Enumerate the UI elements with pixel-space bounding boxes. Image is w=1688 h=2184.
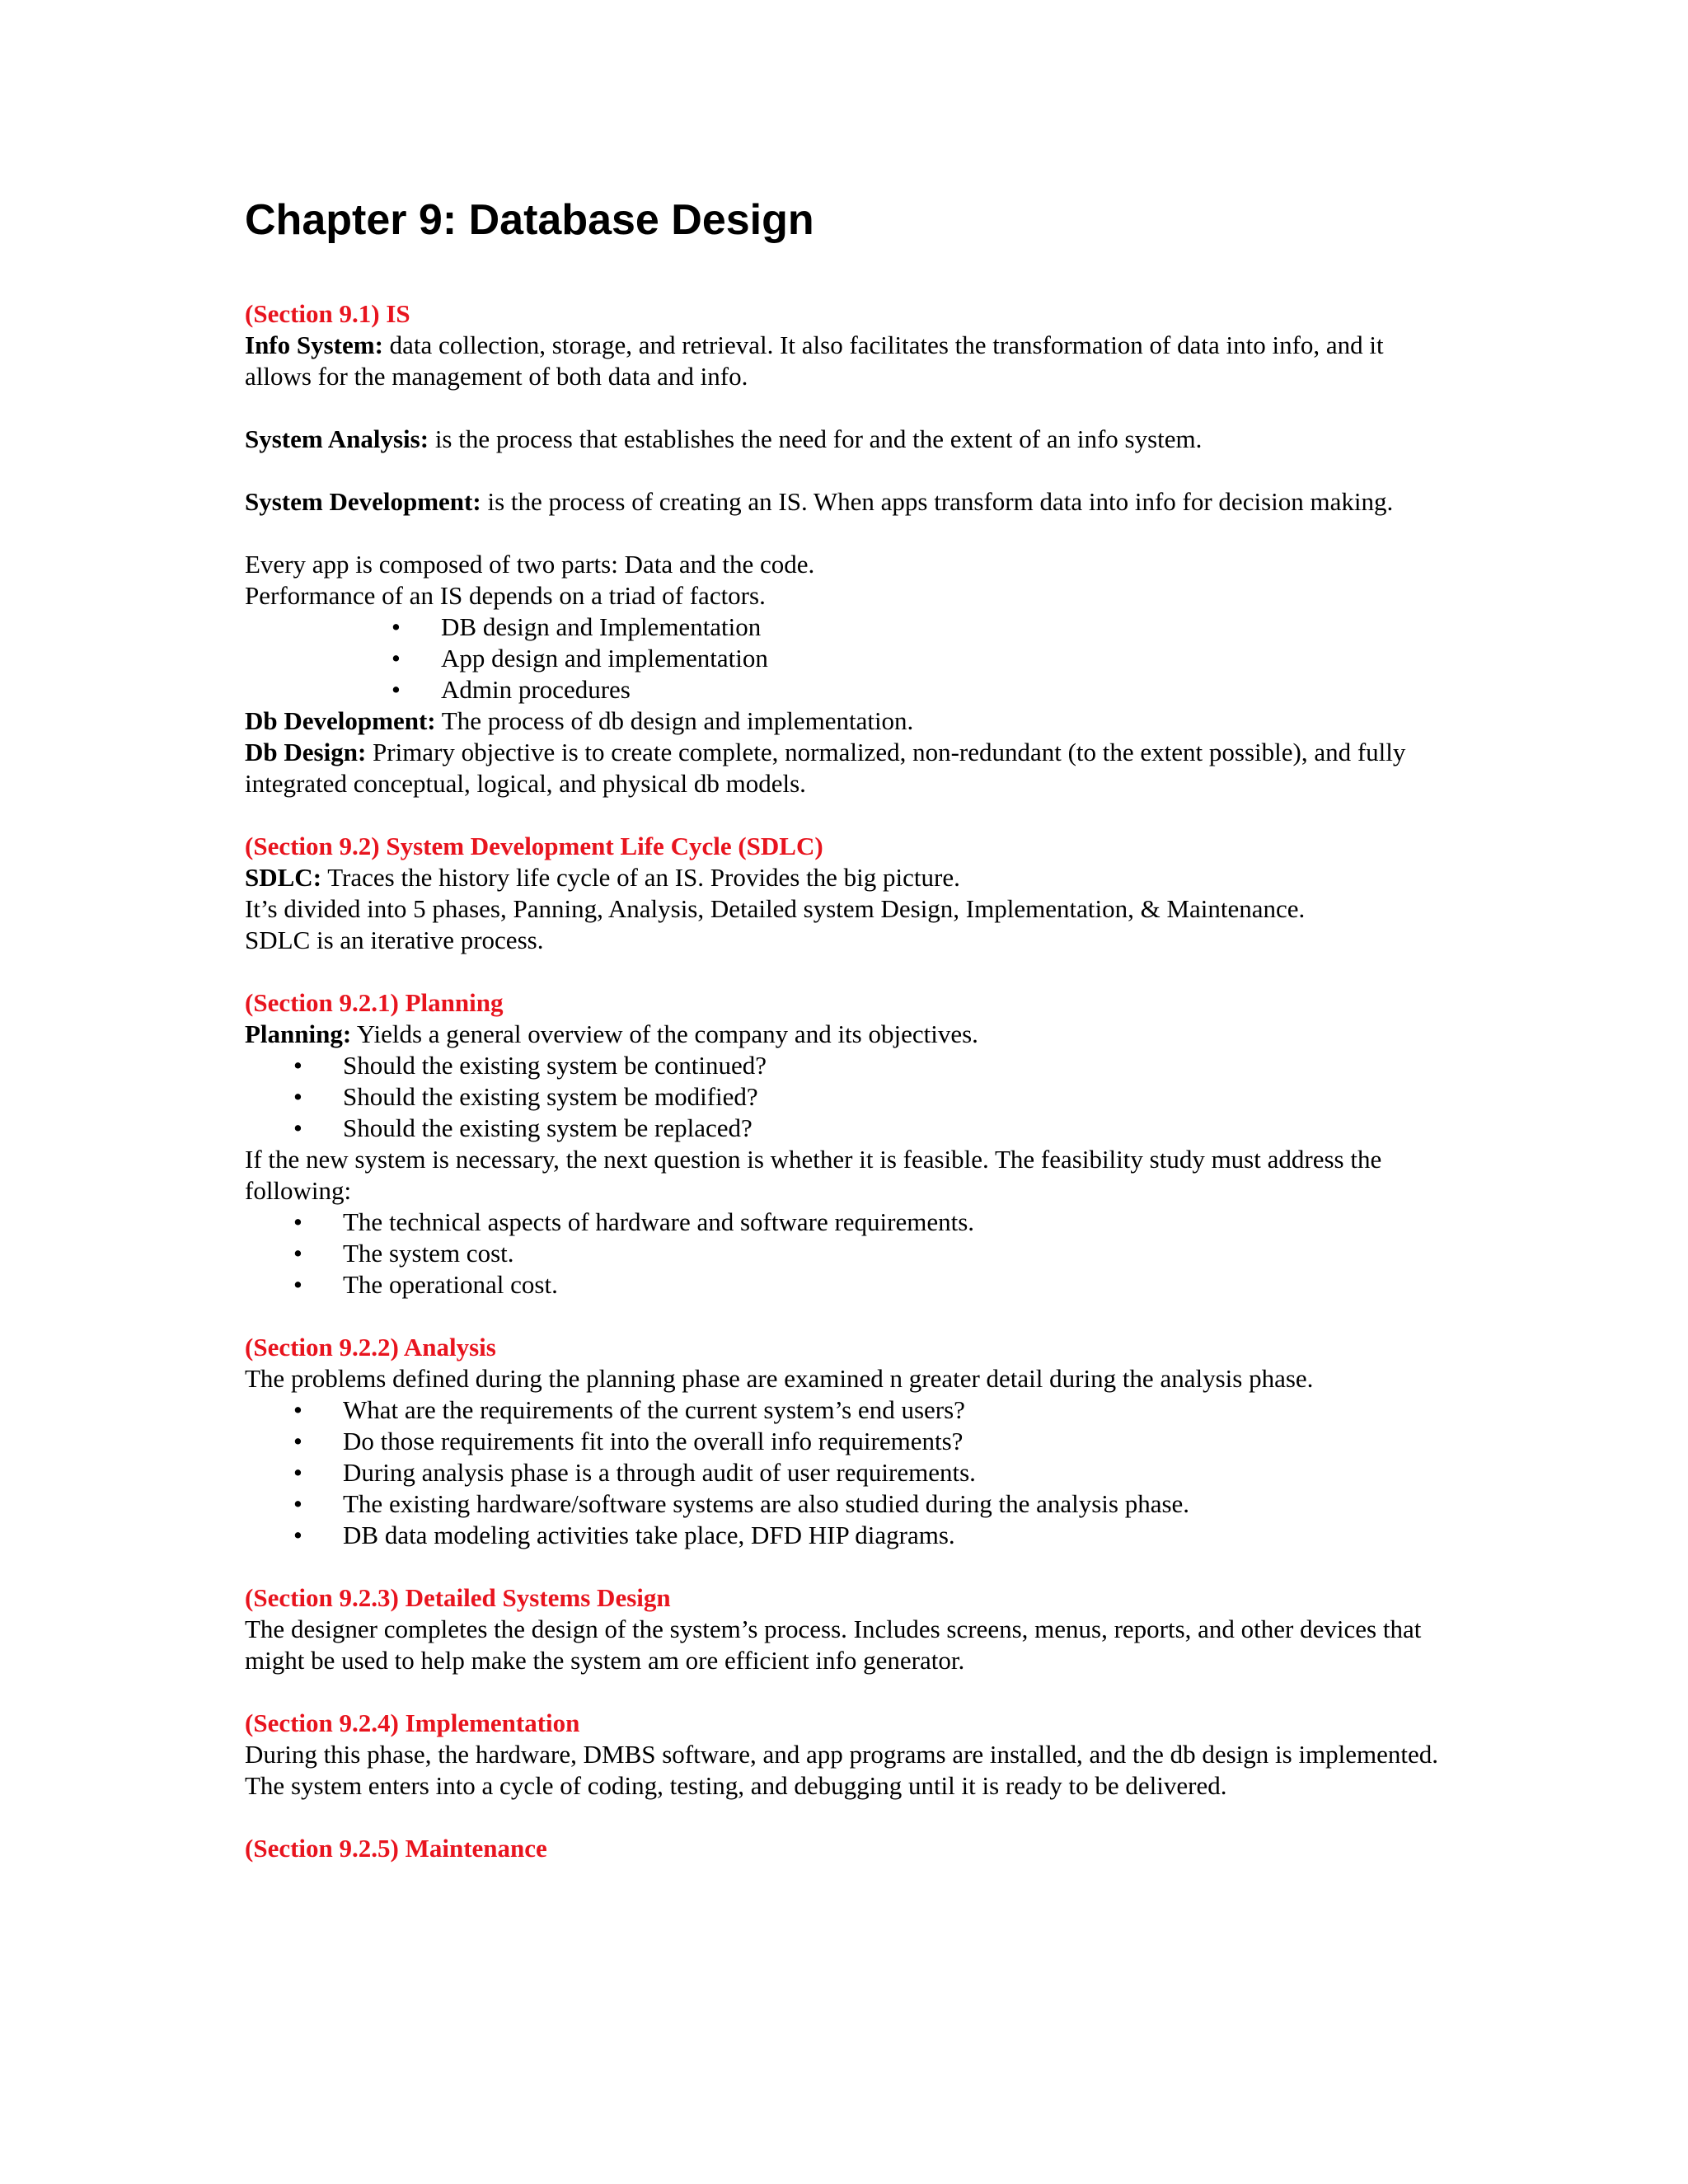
section-heading-9-2-1: (Section 9.2.1) Planning <box>245 988 504 1017</box>
sdlc-text: Traces the history life cycle of an IS. Provides the big picture. <box>321 863 960 892</box>
list-item: • Should the existing system be continued? <box>245 1050 1448 1081</box>
system-analysis-text: is the process that establishes the need for and the extent of an info system. <box>429 424 1203 453</box>
list-item: • The system cost. <box>245 1238 1448 1269</box>
system-development-label: System Development: <box>245 487 481 516</box>
db-development-paragraph <box>245 705 1448 737</box>
planning-label: Planning: <box>245 1019 352 1048</box>
list-item: • Do those requirements fit into the overall info requirements? <box>245 1426 1448 1457</box>
sdlc-iterative-line: SDLC is an iterative process. <box>245 926 544 954</box>
list-item: • What are the requirements of the current system’s end users? <box>245 1394 1448 1426</box>
planning-questions-list <box>245 1050 1448 1144</box>
detailed-design-paragraph: The designer completes the design of the system’s process. Includes screens, menus, reports, and other devices that might be used to help make the system am ore efficient info generator. <box>245 1615 1422 1675</box>
db-design-paragraph <box>245 737 1448 799</box>
planning-text: Yields a general overview of the company and its objectives. <box>351 1019 978 1048</box>
list-item: • DB design and Implementation <box>245 612 1448 643</box>
page-title: Chapter 9: Database Design <box>245 196 814 244</box>
list-item: • Should the existing system be replaced? <box>245 1113 1448 1144</box>
section-heading-9-1: (Section 9.1) IS <box>245 299 410 328</box>
db-development-label: Db Development: <box>245 706 436 735</box>
app-parts-line: Every app is composed of two parts: Data and the code. <box>245 550 815 579</box>
db-development-text: The process of db design and implementation. <box>435 706 914 735</box>
feasibility-list <box>245 1207 1448 1301</box>
section-heading-9-2-2: (Section 9.2.2) Analysis <box>245 1333 496 1361</box>
info-system-paragraph <box>245 330 1448 392</box>
db-design-label: Db Design: <box>245 738 367 766</box>
document-body <box>245 298 1448 1864</box>
list-item: • The existing hardware/software systems are also studied during the analysis phase. <box>245 1488 1448 1520</box>
system-development-text: is the process of creating an IS. When apps transform data into info for decision making. <box>481 487 1394 516</box>
performance-line: Performance of an IS depends on a triad of factors. <box>245 581 766 610</box>
list-item: • During analysis phase is a through audit of user requirements. <box>245 1457 1448 1488</box>
sdlc-phases-line: It’s divided into 5 phases, Panning, Analysis, Detailed system Design, Implementation, & Maintenance. <box>245 894 1306 923</box>
info-system-label: Info System: <box>245 330 383 359</box>
info-system-text: data collection, storage, and retrieval. It also facilitates the transformation of data into info, and it allows for the management of both data and info. <box>245 330 1384 391</box>
factors-list <box>245 612 1448 705</box>
analysis-paragraph: The problems defined during the planning phase are examined n greater detail during the analysis phase. <box>245 1364 1314 1393</box>
db-design-text: Primary objective is to create complete, normalized, non-redundant (to the extent possible), and fully integrated conceptual, logical, and physical db models. <box>245 738 1406 798</box>
feasibility-paragraph: If the new system is necessary, the next question is whether it is feasible. The feasibility study must address the following: <box>245 1145 1382 1205</box>
planning-paragraph <box>245 1019 1448 1050</box>
list-item: • The operational cost. <box>245 1269 1448 1301</box>
sdlc-label: SDLC: <box>245 863 322 892</box>
system-analysis-label: System Analysis: <box>245 424 429 453</box>
analysis-list <box>245 1394 1448 1551</box>
list-item: • App design and implementation <box>245 643 1448 674</box>
implementation-paragraph: During this phase, the hardware, DMBS software, and app programs are installed, and the db design is implemented. The system enters into a cycle of coding, testing, and debugging until it is ready to be delivered. <box>245 1740 1439 1800</box>
list-item: • Should the existing system be modified? <box>245 1081 1448 1113</box>
list-item: • DB data modeling activities take place, DFD HIP diagrams. <box>245 1520 1448 1551</box>
sdlc-paragraph <box>245 862 1448 893</box>
section-heading-9-2-4: (Section 9.2.4) Implementation <box>245 1708 580 1737</box>
section-heading-9-2: (Section 9.2) System Development Life Cycle (SDLC) <box>245 832 823 860</box>
section-heading-9-2-5: (Section 9.2.5) Maintenance <box>245 1834 547 1863</box>
list-item: • Admin procedures <box>245 674 1448 705</box>
system-analysis-paragraph <box>245 424 1448 455</box>
section-heading-9-2-3: (Section 9.2.3) Detailed Systems Design <box>245 1583 671 1612</box>
system-development-paragraph <box>245 486 1448 518</box>
list-item: • The technical aspects of hardware and software requirements. <box>245 1207 1448 1238</box>
